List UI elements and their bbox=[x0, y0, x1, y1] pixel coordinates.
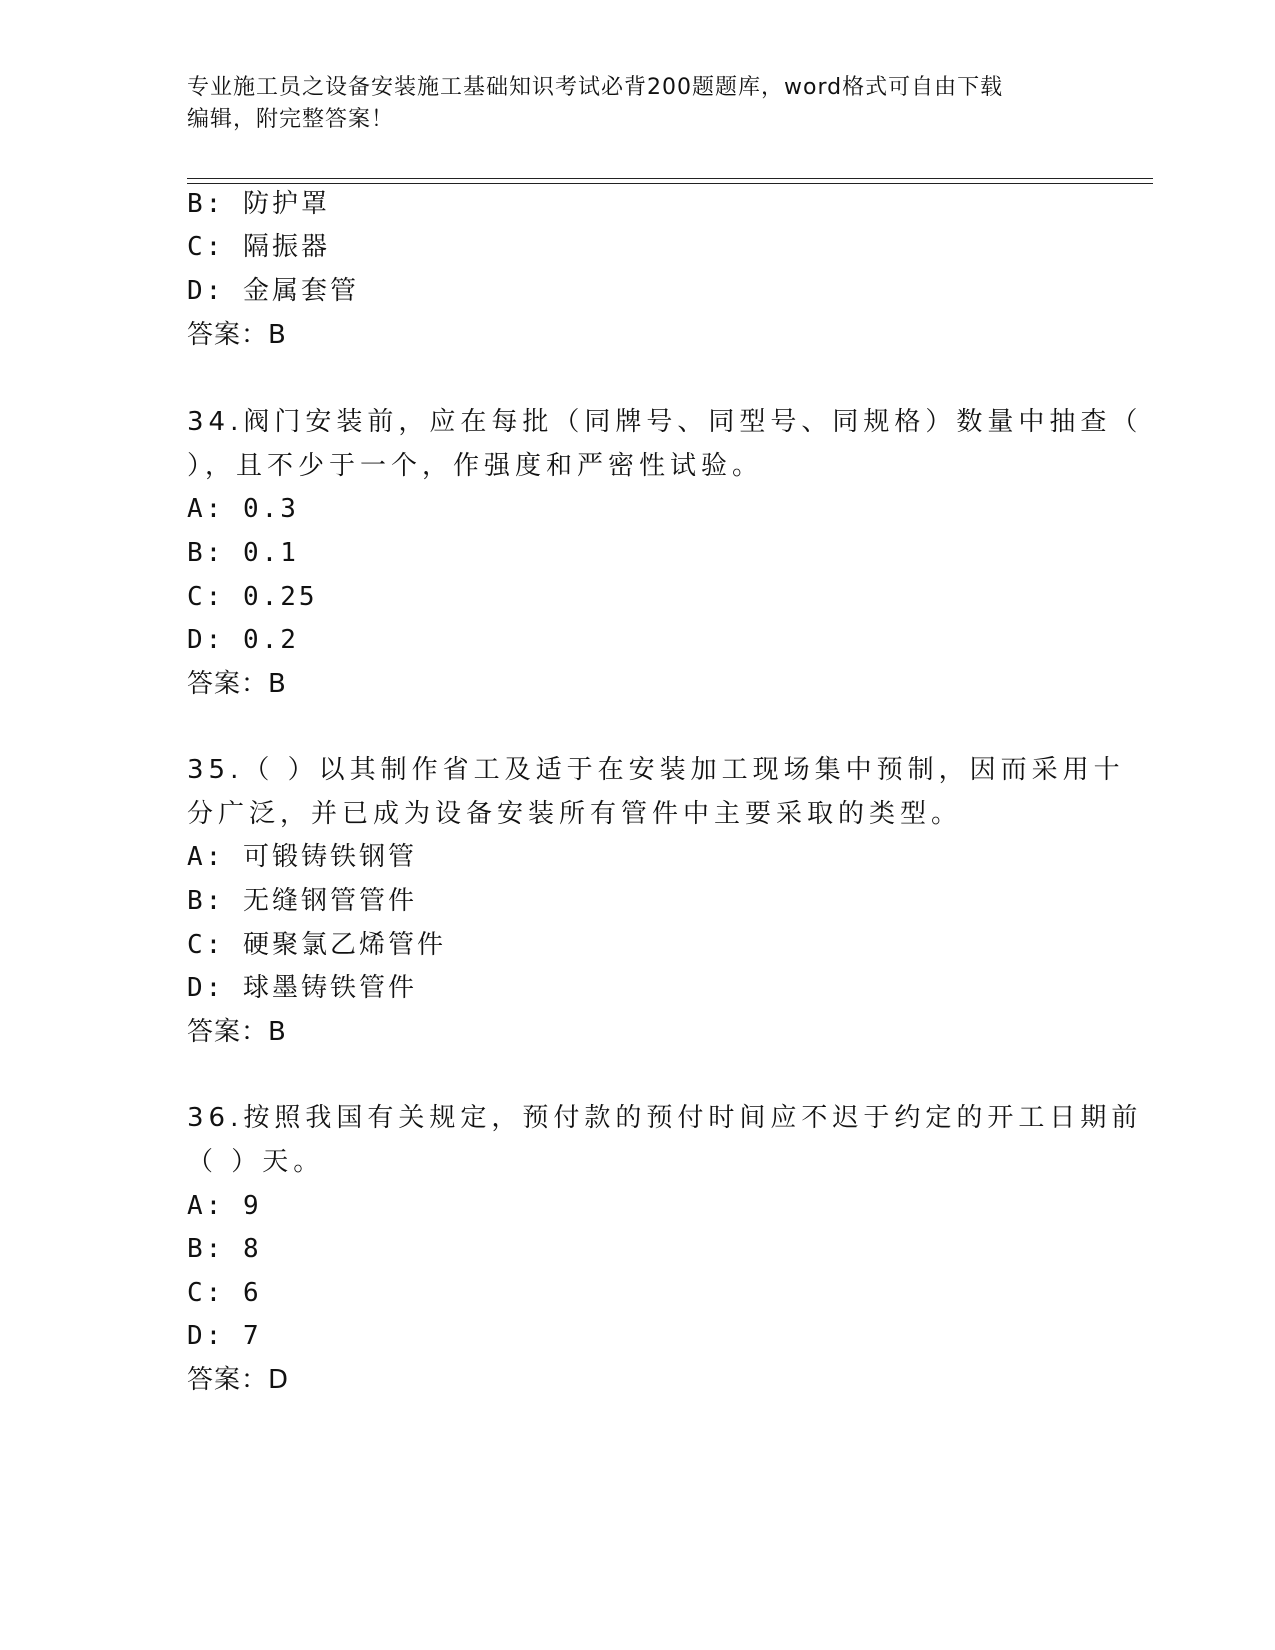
header-line-1: 专业施工员之设备安装施工基础知识考试必背200题题库，word格式可自由下载 bbox=[187, 75, 1004, 100]
q36-option-d: D: 7 bbox=[187, 1321, 262, 1351]
prev-answer: 答案：B bbox=[187, 320, 287, 350]
q35-option-b: B: 无缝钢管管件 bbox=[187, 886, 417, 916]
q36-text-line-2: （ ）天。 bbox=[187, 1147, 325, 1177]
header-divider-bottom bbox=[187, 183, 1153, 184]
q35-option-d: D: 球墨铸铁管件 bbox=[187, 973, 417, 1003]
q36-option-a: A: 9 bbox=[187, 1191, 262, 1221]
header-divider-top bbox=[187, 178, 1153, 179]
q36-text-line-1: 36.按照我国有关规定，预付款的预付时间应不迟于约定的开工日期前 bbox=[187, 1103, 1143, 1133]
q34-option-b: B: 0.1 bbox=[187, 538, 299, 568]
q35-option-c: C: 硬聚氯乙烯管件 bbox=[187, 930, 446, 960]
q35-option-a: A: 可锻铸铁钢管 bbox=[187, 842, 417, 872]
q34-text-line-1: 34.阀门安装前，应在每批（同牌号、同型号、同规格）数量中抽查（ bbox=[187, 407, 1143, 437]
q35-text-line-1: 35.（ ）以其制作省工及适于在安装加工现场集中预制，因而采用十 bbox=[187, 755, 1125, 785]
q34-text-line-2: ），且不少于一个，作强度和严密性试验。 bbox=[187, 451, 764, 481]
q36-option-b: B: 8 bbox=[187, 1234, 262, 1264]
document-header bbox=[187, 72, 1067, 136]
q35-answer: 答案：B bbox=[187, 1017, 287, 1047]
q34-option-d: D: 0.2 bbox=[187, 625, 299, 655]
prev-option-c: C: 隔振器 bbox=[187, 232, 330, 262]
prev-option-d: D: 金属套管 bbox=[187, 276, 359, 306]
q36-answer: 答案：D bbox=[187, 1365, 290, 1395]
q34-option-c: C: 0.25 bbox=[187, 582, 318, 612]
q34-answer: 答案：B bbox=[187, 669, 287, 699]
prev-option-b: B: 防护罩 bbox=[187, 189, 330, 219]
q35-text-line-2: 分广泛，并已成为设备安装所有管件中主要采取的类型。 bbox=[187, 799, 963, 829]
header-line-2: 编辑，附完整答案！ bbox=[187, 107, 395, 132]
q36-option-c: C: 6 bbox=[187, 1278, 262, 1308]
q34-option-a: A: 0.3 bbox=[187, 494, 299, 524]
